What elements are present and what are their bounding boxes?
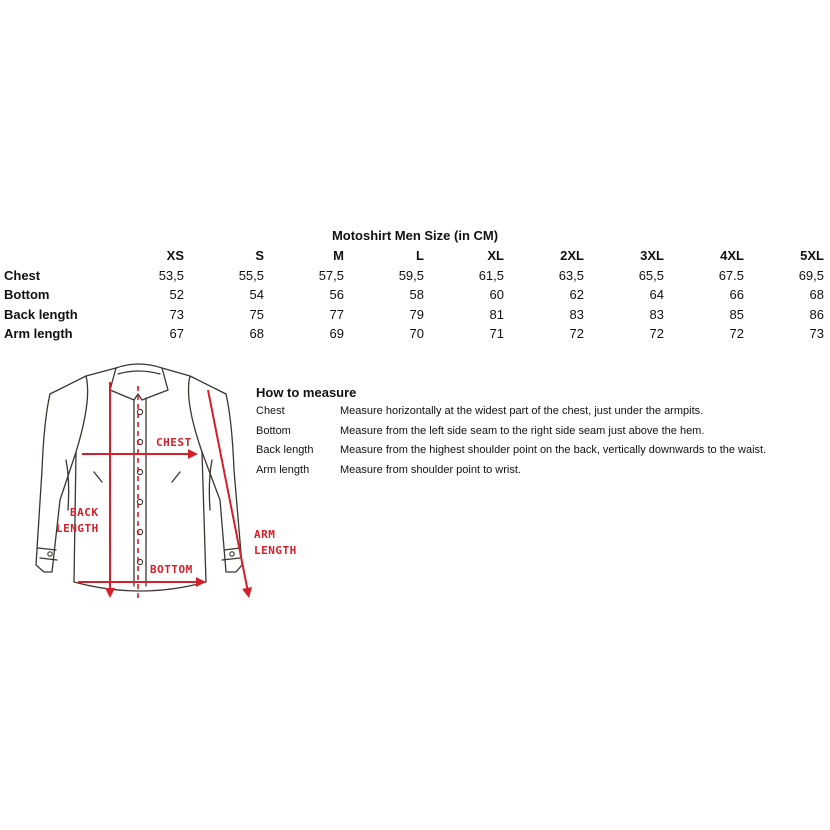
header-corner bbox=[4, 246, 104, 266]
back-length-label-bottom: LENGTH bbox=[56, 522, 99, 535]
chest-diagram-label: CHEST bbox=[156, 436, 192, 449]
table-cell: 59,5 bbox=[398, 267, 424, 283]
measure-description: Measure horizontally at the widest part of the chest, just under the armpits. bbox=[340, 405, 704, 417]
table-cell: 65,5 bbox=[638, 267, 664, 283]
size-header: M bbox=[333, 248, 344, 263]
table-row bbox=[4, 285, 824, 305]
back-length-label-top: BACK bbox=[70, 506, 99, 519]
table-cell: 69,5 bbox=[798, 267, 824, 283]
table-cell: 86 bbox=[809, 306, 824, 322]
measure-description: Measure from shoulder point to wrist. bbox=[340, 464, 521, 476]
bottom-arrow-head bbox=[196, 577, 206, 587]
table-cell: 53,5 bbox=[158, 267, 184, 283]
table-cell: 55,5 bbox=[238, 267, 264, 283]
table-cell: 77 bbox=[329, 306, 344, 322]
shirt-collar bbox=[110, 364, 168, 400]
table-cell: 54 bbox=[249, 287, 264, 302]
size-header: L bbox=[416, 248, 424, 263]
table-cell: 79 bbox=[409, 306, 424, 322]
table-cell: 57,5 bbox=[318, 267, 344, 283]
measure-row bbox=[256, 425, 816, 437]
measure-description: Measure from the left side seam to the right side seam just above the hem. bbox=[340, 425, 705, 437]
table-cell: 52 bbox=[169, 287, 184, 302]
arm-length-arrow-head bbox=[242, 587, 252, 598]
size-header: XL bbox=[487, 248, 504, 263]
table-cell: 67.5 bbox=[718, 267, 744, 283]
table-cell: 67 bbox=[169, 326, 184, 341]
table-cell: 73 bbox=[809, 326, 824, 341]
size-chart-title: Motoshirt Men Size (in CM) bbox=[331, 228, 499, 243]
table-cell: 83 bbox=[649, 306, 664, 322]
measure-label: Bottom bbox=[256, 425, 291, 437]
measure-label: Arm length bbox=[256, 464, 310, 476]
row-label: Back length bbox=[4, 306, 78, 322]
row-label: Arm length bbox=[4, 326, 73, 341]
measure-label: Chest bbox=[256, 405, 285, 417]
table-cell: 81 bbox=[489, 306, 504, 322]
table-cell: 61,5 bbox=[478, 267, 504, 283]
table-cell: 85 bbox=[729, 306, 744, 322]
table-cell: 68 bbox=[809, 287, 824, 302]
measure-description: Measure from the highest shoulder point on the back, vertically downwards to the waist. bbox=[340, 444, 767, 456]
measure-row bbox=[256, 405, 816, 417]
arm-length-label-top: ARM bbox=[254, 528, 276, 541]
table-cell: 72 bbox=[729, 326, 744, 341]
size-header: XS bbox=[166, 248, 184, 263]
table-cell: 83 bbox=[569, 306, 584, 322]
measure-label: Back length bbox=[256, 444, 314, 456]
size-header: 5XL bbox=[800, 248, 824, 263]
shirt-placket bbox=[134, 398, 146, 586]
size-header: 4XL bbox=[720, 248, 744, 263]
table-cell: 64 bbox=[649, 287, 664, 302]
table-cell: 71 bbox=[489, 326, 504, 341]
arm-length-arrow-line bbox=[208, 390, 248, 592]
table-row bbox=[4, 266, 824, 286]
table-cell: 72 bbox=[569, 326, 584, 341]
table-cell: 72 bbox=[649, 326, 664, 341]
arm-length-label-bottom: LENGTH bbox=[254, 544, 297, 557]
table-cell: 75 bbox=[249, 306, 264, 322]
table-cell: 60 bbox=[489, 287, 504, 302]
bottom-diagram-label: BOTTOM bbox=[150, 563, 193, 576]
table-cell: 58 bbox=[409, 287, 424, 302]
measure-row bbox=[256, 464, 816, 476]
table-cell: 70 bbox=[409, 326, 424, 341]
size-table bbox=[4, 246, 824, 344]
table-row bbox=[4, 324, 824, 344]
table-cell: 69 bbox=[329, 326, 344, 341]
measure-row bbox=[256, 444, 816, 456]
table-cell: 68 bbox=[249, 326, 264, 341]
table-row bbox=[4, 305, 824, 325]
size-header: 2XL bbox=[560, 248, 584, 263]
row-label: Chest bbox=[4, 267, 41, 283]
size-header: 3XL bbox=[640, 248, 664, 263]
table-cell: 56 bbox=[329, 287, 344, 302]
how-to-measure-title: How to measure bbox=[256, 385, 357, 400]
table-cell: 66 bbox=[729, 287, 744, 302]
table-cell: 62 bbox=[569, 287, 584, 302]
size-header: S bbox=[255, 248, 264, 263]
back-length-arrow-head bbox=[105, 588, 115, 598]
table-cell: 73 bbox=[169, 306, 184, 322]
row-label: Bottom bbox=[4, 287, 50, 302]
size-header-row bbox=[4, 246, 824, 266]
table-cell: 63,5 bbox=[558, 267, 584, 283]
